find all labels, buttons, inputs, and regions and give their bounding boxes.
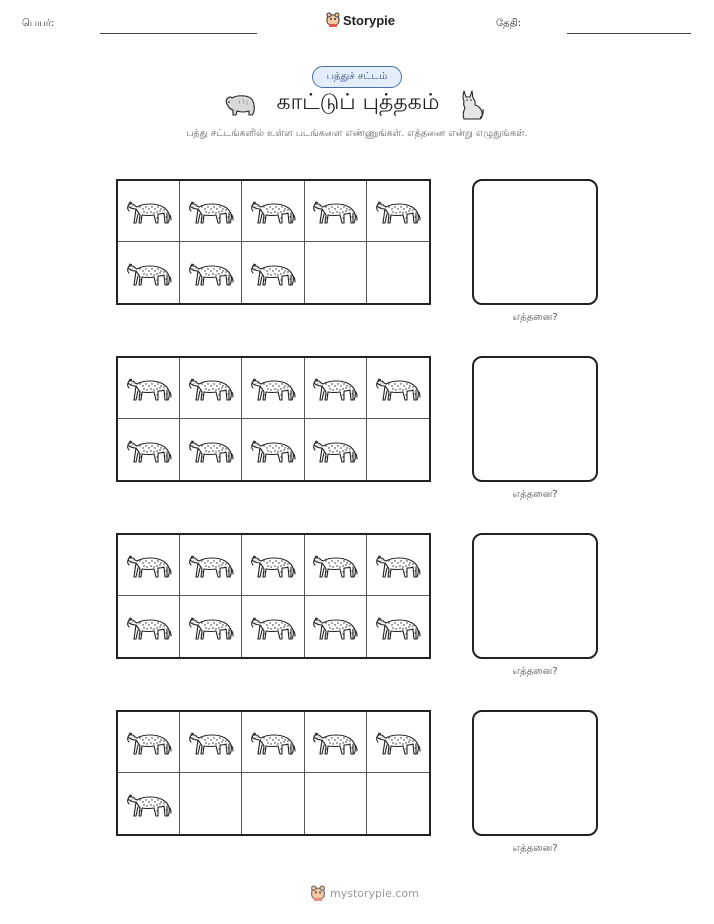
ten-frame-cell (180, 358, 242, 419)
leopard-icon (188, 196, 234, 226)
brand-logo (326, 12, 395, 28)
brand-name: Storypie (343, 12, 396, 28)
leopard-icon (250, 550, 296, 580)
leopard-icon (375, 196, 421, 226)
ten-frame-cell (118, 596, 180, 657)
ten-frame-cell (305, 712, 367, 773)
ten-frame (116, 356, 431, 482)
ten-frame-cell (242, 596, 304, 657)
leopard-icon (126, 196, 172, 226)
answer-box[interactable] (472, 356, 598, 482)
ten-frame-cell (305, 596, 367, 657)
answer-box[interactable] (472, 179, 598, 305)
ten-frame-cell (180, 773, 242, 834)
leopard-icon (188, 435, 234, 465)
ten-frame-cell (180, 419, 242, 480)
ten-frame-cell (118, 535, 180, 596)
ten-frame-cell (367, 773, 429, 834)
leopard-icon (250, 612, 296, 642)
date-label: தேதி: (496, 18, 522, 29)
ten-frame-cell (180, 596, 242, 657)
ten-frame-cell (367, 181, 429, 242)
ten-frame-cell (367, 419, 429, 480)
name-label: பெயர்: (22, 18, 55, 29)
ten-frame-cell (118, 419, 180, 480)
leopard-icon (188, 727, 234, 757)
leopard-icon (375, 550, 421, 580)
ten-frame (116, 710, 431, 836)
leopard-icon (312, 550, 358, 580)
leopard-icon (250, 727, 296, 757)
leopard-icon (375, 727, 421, 757)
ten-frame-cell (180, 181, 242, 242)
ten-frame-cell (242, 419, 304, 480)
ten-frame-cell (118, 242, 180, 303)
storypie-mascot-icon (326, 12, 340, 28)
leopard-icon (188, 373, 234, 403)
ten-frame-cell (305, 773, 367, 834)
leopard-icon (312, 612, 358, 642)
answer-label: எத்தனை? (512, 666, 558, 677)
answer-label: எத்தனை? (512, 843, 558, 854)
ten-frame-cell (242, 535, 304, 596)
leopard-icon (126, 550, 172, 580)
ten-frame-cell (367, 242, 429, 303)
leopard-icon (126, 258, 172, 288)
ten-frame-cell (367, 712, 429, 773)
page-title: காட்டுப் புத்தகம் (276, 90, 440, 115)
storypie-mascot-icon (310, 885, 326, 902)
wolf-icon (456, 88, 486, 122)
leopard-icon (188, 612, 234, 642)
ten-frame-cell (118, 773, 180, 834)
answer-label: எத்தனை? (512, 489, 558, 500)
ten-frame-cell (305, 242, 367, 303)
ten-frame-cell (242, 242, 304, 303)
leopard-icon (250, 196, 296, 226)
leopard-icon (250, 258, 296, 288)
ten-frame-cell (118, 358, 180, 419)
leopard-icon (312, 373, 358, 403)
ten-frame-cell (305, 419, 367, 480)
leopard-icon (126, 373, 172, 403)
ten-frame (116, 179, 431, 305)
ten-frame-cell (242, 358, 304, 419)
bear-icon (223, 92, 257, 118)
ten-frame-cell (242, 773, 304, 834)
ten-frame (116, 533, 431, 659)
leopard-icon (250, 373, 296, 403)
answer-box[interactable] (472, 533, 598, 659)
leopard-icon (126, 727, 172, 757)
ten-frame-cell (305, 358, 367, 419)
ten-frame-cell (180, 535, 242, 596)
ten-frame-cell (367, 596, 429, 657)
leopard-icon (375, 373, 421, 403)
leopard-icon (312, 196, 358, 226)
date-line[interactable] (567, 33, 691, 34)
answer-label: எத்தனை? (512, 312, 558, 323)
ten-frame-cell (305, 535, 367, 596)
leopard-icon (375, 612, 421, 642)
leopard-icon (126, 612, 172, 642)
leopard-icon (188, 258, 234, 288)
footer-url[interactable]: mystorypie.com (330, 887, 419, 900)
worksheet-type-badge: பத்துச் சட்டம் (312, 66, 402, 88)
ten-frame-cell (242, 181, 304, 242)
leopard-icon (188, 550, 234, 580)
name-line[interactable] (100, 33, 257, 34)
ten-frame-cell (118, 181, 180, 242)
footer (310, 885, 419, 902)
ten-frame-cell (367, 535, 429, 596)
ten-frame-cell (305, 181, 367, 242)
ten-frame-cell (367, 358, 429, 419)
leopard-icon (126, 789, 172, 819)
answer-box[interactable] (472, 710, 598, 836)
leopard-icon (312, 727, 358, 757)
ten-frame-cell (180, 242, 242, 303)
ten-frame-cell (242, 712, 304, 773)
ten-frame-cell (118, 712, 180, 773)
instructions: பத்து சட்டங்களில் உள்ள படங்களை எண்ணுங்கள். எத்தனை என்று எழுதுங்கள். (186, 128, 528, 139)
leopard-icon (250, 435, 296, 465)
leopard-icon (126, 435, 172, 465)
ten-frame-cell (180, 712, 242, 773)
leopard-icon (312, 435, 358, 465)
